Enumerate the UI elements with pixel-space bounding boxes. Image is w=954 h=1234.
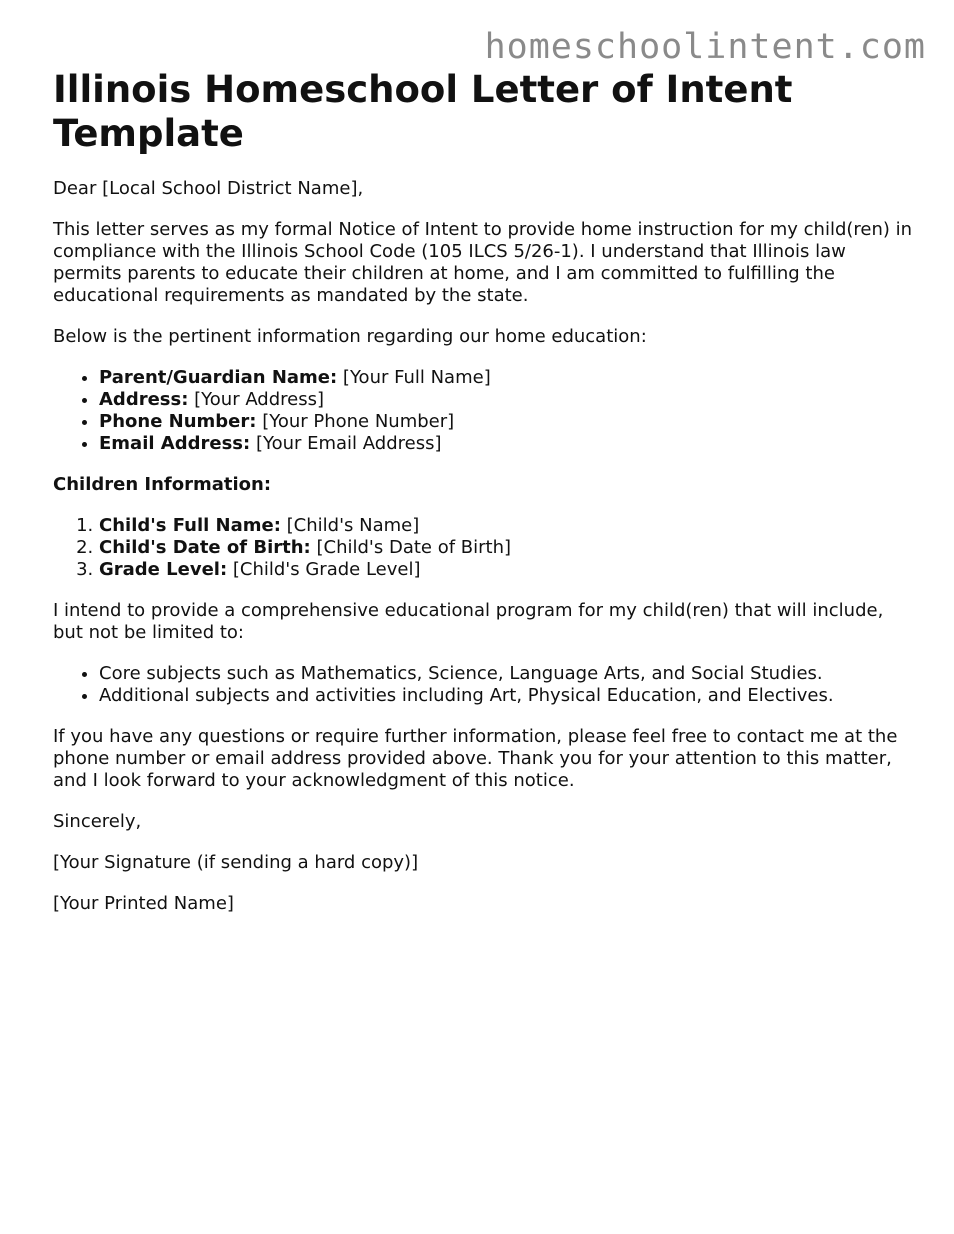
list-item-child-name xyxy=(99,515,913,537)
list-item-parent-name xyxy=(99,367,913,389)
parent-info-list xyxy=(53,367,913,455)
field-label: Parent/Guardian Name: xyxy=(99,367,338,388)
intro-paragraph: This letter serves as my formal Notice of Intent to provide home instruction for my child(ren) in compliance with the Illinois School Code (105 ILCS 5/26-1). I understand that Illinois law permits parents to educate their children at home, and I am committed to fulfilling the educational requirements as mandated by the state. xyxy=(53,219,913,306)
closing-paragraph: If you have any questions or require further information, please feel free to contact me at the phone number or email address provided above. Thank you for your attention to this matter, and I look forward to your acknowledgment of this notice. xyxy=(53,726,898,791)
field-value: [Child's Name] xyxy=(280,515,420,536)
printed-name-placeholder: [Your Printed Name] xyxy=(53,893,234,914)
salutation: Dear [Local School District Name], xyxy=(53,178,364,199)
field-label: Grade Level: xyxy=(99,559,228,580)
sign-off: Sincerely, xyxy=(53,811,142,832)
program-list xyxy=(53,663,913,707)
letter-document xyxy=(53,68,913,934)
field-value: [Your Phone Number] xyxy=(256,411,455,432)
children-heading-text: Children Information: xyxy=(53,474,272,495)
field-value: [Your Address] xyxy=(188,389,325,410)
list-item-grade-level xyxy=(99,559,913,581)
field-value: [Your Email Address] xyxy=(250,433,442,454)
program-intro: I intend to provide a comprehensive educational program for my child(ren) that will include, but not be limited to: xyxy=(53,600,884,643)
list-item-child-dob xyxy=(99,537,913,559)
signature-placeholder: [Your Signature (if sending a hard copy)] xyxy=(53,852,419,873)
document-title: Illinois Homeschool Letter of Intent Template xyxy=(53,68,793,155)
list-item-email xyxy=(99,433,913,455)
field-label: Child's Full Name: xyxy=(99,515,281,536)
list-item-phone xyxy=(99,411,913,433)
field-label: Email Address: xyxy=(99,433,251,454)
field-label: Child's Date of Birth: xyxy=(99,537,311,558)
site-watermark: homeschoolintent.com xyxy=(484,27,926,67)
children-info-list xyxy=(53,515,913,581)
field-label: Address: xyxy=(99,389,189,410)
field-value: [Child's Grade Level] xyxy=(227,559,421,580)
list-item-additional-subjects: • Additional subjects and activities including Art, Physical Education, and Electives. xyxy=(99,685,913,707)
children-heading xyxy=(53,474,913,496)
field-label: Phone Number: xyxy=(99,411,257,432)
list-item-address xyxy=(99,389,913,411)
list-item-core-subjects: • Core subjects such as Mathematics, Science, Language Arts, and Social Studies. xyxy=(99,663,913,685)
field-value: [Your Full Name] xyxy=(337,367,491,388)
info-lead: Below is the pertinent information regarding our home education: xyxy=(53,326,647,347)
field-value: [Child's Date of Birth] xyxy=(310,537,512,558)
